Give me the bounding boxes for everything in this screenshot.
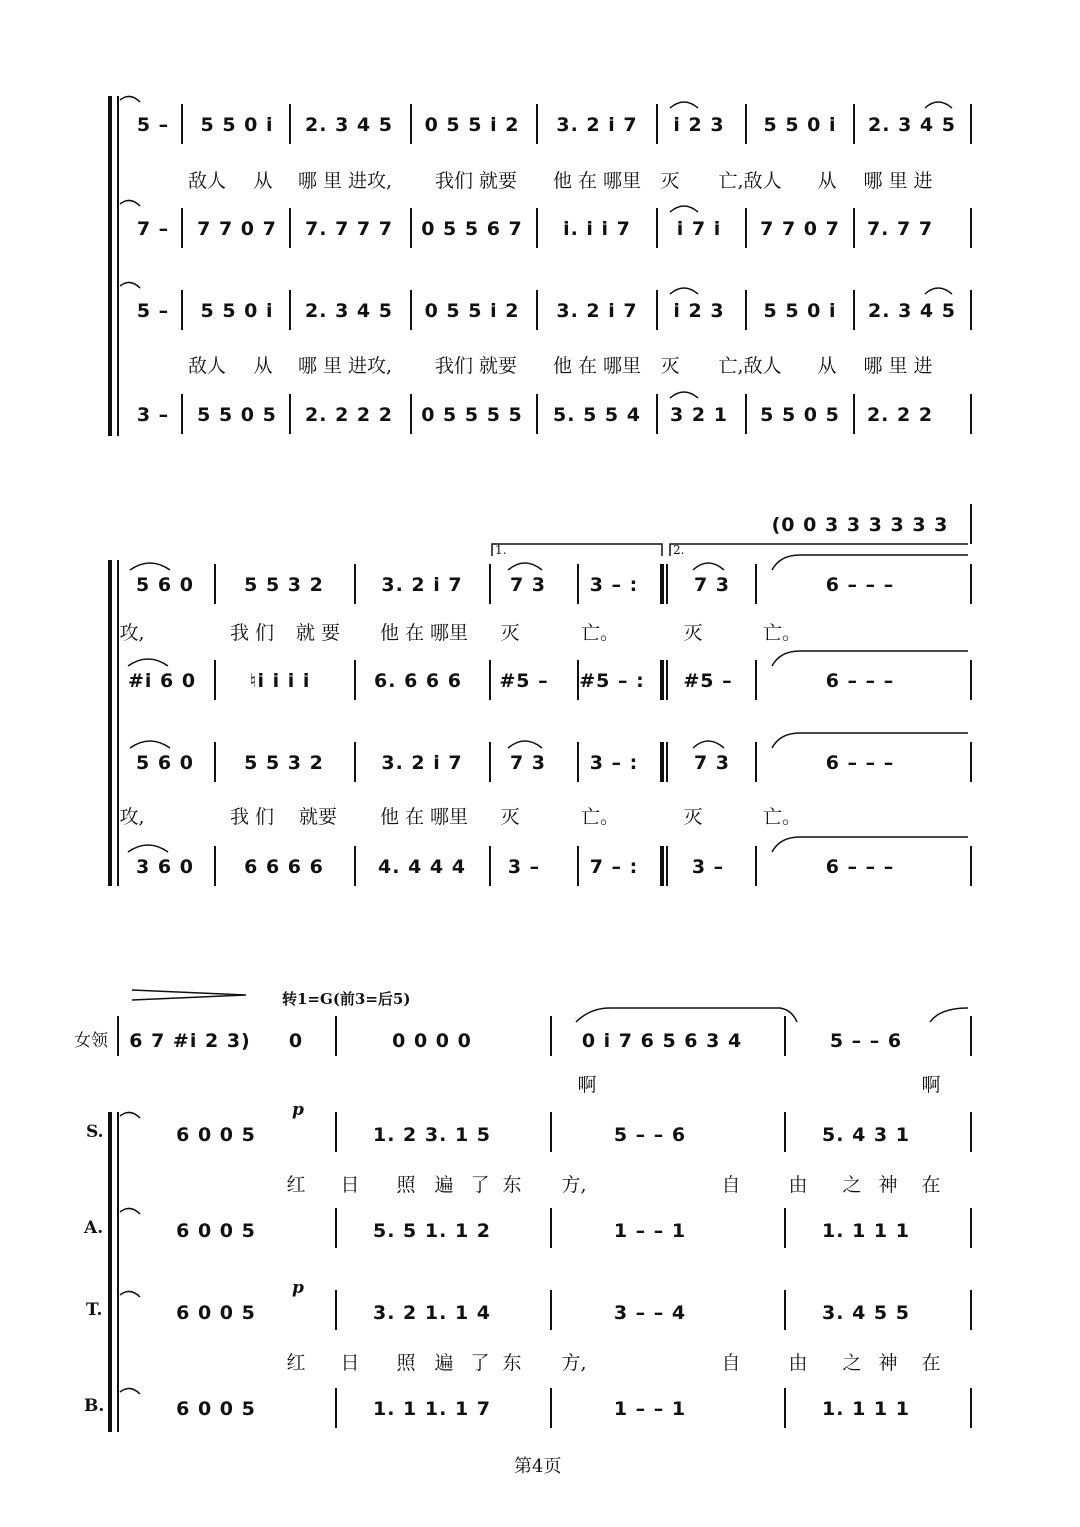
- note-group: 5 5 0 i: [763, 300, 837, 322]
- volta-1-bracket: [492, 544, 662, 556]
- note-group: 2. 3 4 5: [305, 300, 393, 322]
- lyric: 就 要: [295, 622, 341, 644]
- barline: [489, 564, 491, 604]
- lyric: 攻,: [119, 622, 145, 644]
- note-group: 3 – :: [589, 574, 639, 596]
- barline: [666, 742, 668, 782]
- lyric: 之: [842, 1174, 862, 1196]
- barline: [755, 564, 757, 604]
- note-group: 6 6 6 6: [244, 856, 324, 878]
- lyric: 从: [253, 170, 273, 192]
- note-group: 5 – – 6: [829, 1030, 903, 1052]
- lyric: 灭: [660, 355, 680, 377]
- barline: [550, 1388, 552, 1428]
- barline: [214, 564, 216, 604]
- note-group: 0 5 5 5 5: [421, 404, 523, 426]
- note-group: 5. 5 1. 1 2: [373, 1220, 491, 1242]
- lyric: 敌人: [187, 170, 227, 192]
- barline: [970, 1208, 972, 1248]
- lyric: 神: [878, 1174, 898, 1196]
- note-group: 5 5 0 5: [760, 404, 840, 426]
- lyric: 从: [817, 355, 837, 377]
- note-group: #5 –: [683, 670, 733, 692]
- alto-row: [0, 1214, 1080, 1248]
- soprano-lyrics: [0, 1166, 1080, 1196]
- system2-intro-row: [0, 508, 1080, 542]
- note-group: 7 3: [509, 574, 547, 596]
- note-group: i 2 3: [673, 300, 725, 322]
- note-group: 5 –: [136, 300, 170, 322]
- barline: [577, 742, 579, 782]
- lyric: 哪 里 进: [863, 170, 933, 192]
- lyric: 了: [470, 1174, 490, 1196]
- volta-1-label: 1.: [495, 543, 507, 557]
- lyric: 自: [721, 1174, 741, 1196]
- repeat-barline: [660, 742, 664, 782]
- barline: [784, 1290, 786, 1330]
- tie: [120, 200, 140, 206]
- note-group: 6 – – –: [825, 670, 895, 692]
- note-group: 2. 3 4 5: [868, 114, 956, 136]
- note-group: 6 0 0 5: [176, 1398, 256, 1420]
- part-label-soprano: S.: [86, 1122, 104, 1142]
- barline: [784, 1208, 786, 1248]
- lyric: 红: [286, 1174, 306, 1196]
- decrescendo-hairpin: [132, 990, 246, 1000]
- lyric: 灭: [683, 806, 703, 828]
- barline: [214, 660, 216, 700]
- tenor-lyrics: [0, 1344, 1080, 1374]
- lyric: 遍: [434, 1174, 454, 1196]
- note-group: i 2 3: [673, 114, 725, 136]
- note-group: 7 –: [136, 218, 170, 240]
- note-group: 7 3: [693, 752, 731, 774]
- system2-tenor-row: [0, 746, 1080, 780]
- barline: [214, 742, 216, 782]
- barline: [784, 1112, 786, 1152]
- slur: [670, 102, 698, 108]
- barline: [970, 1388, 972, 1428]
- note-group: 6 7 #i 2 3): [129, 1030, 251, 1052]
- volta-2-label: 2.: [673, 543, 685, 557]
- note-group: 7 7 0 7: [197, 218, 277, 240]
- lyric: 东: [502, 1352, 522, 1374]
- note-group: 1 – – 1: [613, 1220, 687, 1242]
- barline: [755, 660, 757, 700]
- note-group: 3 – – 4: [613, 1302, 687, 1324]
- note-group: 7 3: [509, 752, 547, 774]
- slur: [925, 102, 952, 108]
- lyric: 亡。: [580, 622, 620, 644]
- part-label-tenor: T.: [86, 1300, 103, 1320]
- barline: [577, 846, 579, 886]
- lyric: 攻,: [119, 806, 145, 828]
- barline: [335, 1208, 337, 1248]
- page-number: 第4页: [514, 1456, 562, 1477]
- slur: [670, 206, 698, 212]
- barline: [335, 1112, 337, 1152]
- note-group: 7. 7 7 7: [305, 218, 393, 240]
- barline: [335, 1388, 337, 1428]
- note-group: #5 –: [499, 670, 549, 692]
- volta-2-bracket: [670, 544, 968, 556]
- barline: [970, 564, 972, 604]
- barline: [550, 1016, 552, 1056]
- note-group: 3. 4 5 5: [822, 1302, 910, 1324]
- lyric: 自: [721, 1352, 741, 1374]
- barline: [354, 660, 356, 700]
- note-group: 0 i 7 6 5 6 3 4: [581, 1030, 743, 1052]
- barline: [970, 1016, 972, 1056]
- lyric: 他 在 哪里: [379, 806, 469, 828]
- barline: [214, 846, 216, 886]
- note-group: 3. 2 1. 1 4: [373, 1302, 491, 1324]
- note-group: 5 – – 6: [613, 1124, 687, 1146]
- barline: [489, 742, 491, 782]
- part-label-alto: A.: [84, 1218, 104, 1238]
- repeat-barline: [660, 846, 664, 886]
- note-group: 4. 4 4 4: [378, 856, 466, 878]
- repeat-barline: [660, 660, 664, 700]
- note-group: 5 6 0: [136, 574, 194, 596]
- lyric: 亡,敌人: [718, 355, 782, 377]
- barline: [489, 846, 491, 886]
- lyric: 东: [502, 1174, 522, 1196]
- note-group: i 7 i: [676, 218, 722, 240]
- lyric: 亡,敌人: [718, 170, 782, 192]
- lyric: 灭: [500, 622, 520, 644]
- lyric: 他 在 哪里: [552, 170, 642, 192]
- note-group: 7 3: [693, 574, 731, 596]
- lyric: 他 在 哪里: [379, 622, 469, 644]
- system2-alto-row: [0, 664, 1080, 698]
- note-group: 1. 1 1 1: [822, 1220, 910, 1242]
- lyric: 红: [286, 1352, 306, 1374]
- note-group: 1. 1 1. 1 7: [373, 1398, 491, 1420]
- key-change-label: 转1=G(前3=后5): [282, 990, 411, 1008]
- slur: [930, 1008, 968, 1022]
- barline: [970, 1290, 972, 1330]
- system2-lyrics-1: [0, 614, 1080, 644]
- system2-bass-row: [0, 850, 1080, 884]
- lyric: 照: [396, 1174, 416, 1196]
- lyric: 就要: [298, 806, 338, 828]
- note-group: 3. 2 i 7: [381, 752, 463, 774]
- note-group: 0: [288, 1030, 304, 1052]
- soprano-row: [0, 1118, 1080, 1152]
- lyric: 我们 就要: [434, 355, 518, 377]
- slur: [670, 392, 698, 398]
- lyric: 神: [878, 1352, 898, 1374]
- note-group: 6 0 0 5: [176, 1302, 256, 1324]
- note-group: #5 – :: [579, 670, 645, 692]
- note-group: 7 7 0 7: [760, 218, 840, 240]
- note-group: 5 5 3 2: [244, 752, 324, 774]
- lyric: 哪 里 进攻,: [297, 355, 393, 377]
- solo-lyrics: [0, 1066, 1080, 1096]
- system3-barline-start: [117, 1112, 119, 1432]
- lyric: 遍: [434, 1352, 454, 1374]
- lyric: 灭: [683, 622, 703, 644]
- dynamic-piano-tenor: p: [292, 1278, 304, 1298]
- lyric: 亡。: [762, 806, 802, 828]
- barline: [489, 660, 491, 700]
- barline: [784, 1016, 786, 1056]
- note-group: 3 –: [136, 404, 170, 426]
- lyric: 敌人: [187, 355, 227, 377]
- lyric: 啊: [577, 1074, 597, 1096]
- solo-row: [0, 1024, 1080, 1058]
- lyric: 哪 里 进攻,: [297, 170, 393, 192]
- lyric: 亡。: [762, 622, 802, 644]
- note-group: 7. 7 7: [866, 218, 934, 240]
- long-slur: [576, 1008, 797, 1022]
- note-group: 5 6 0: [136, 752, 194, 774]
- note-group: 0 5 5 i 2: [424, 114, 520, 136]
- note-group: 0 0 0 0: [392, 1030, 472, 1052]
- system2-bracket: [108, 560, 112, 886]
- note-group: 1 – – 1: [613, 1398, 687, 1420]
- lyric: 在: [921, 1174, 941, 1196]
- barline: [577, 660, 579, 700]
- barline: [550, 1112, 552, 1152]
- note-group: 5 5 0 i: [200, 114, 274, 136]
- barline: [335, 1016, 337, 1056]
- note-group: i. i i 7: [563, 218, 631, 240]
- lyric: 了: [470, 1352, 490, 1374]
- lyric: 亡。: [580, 806, 620, 828]
- note-group: 6 – – –: [825, 574, 895, 596]
- note-group: ♮i i i i: [249, 670, 311, 692]
- note-group: 7 – :: [589, 856, 639, 878]
- note-group: 0 5 5 i 2: [424, 300, 520, 322]
- note-group: 1. 2 3. 1 5: [373, 1124, 491, 1146]
- barline: [354, 742, 356, 782]
- barline: [335, 1290, 337, 1330]
- part-label-bass: B.: [84, 1396, 105, 1416]
- lyric: 我 们: [229, 622, 275, 644]
- note-group: 5 5 0 i: [763, 114, 837, 136]
- dynamic-piano-soprano: p: [292, 1100, 304, 1120]
- barline: [970, 846, 972, 886]
- lyric: 啊: [921, 1074, 941, 1096]
- tie: [120, 282, 140, 288]
- lyric: 我们 就要: [434, 170, 518, 192]
- intro-notes: (0 0 3 3 3 3 3 3: [771, 514, 949, 536]
- barline: [577, 564, 579, 604]
- lyric: 之: [842, 1352, 862, 1374]
- barline: [550, 1290, 552, 1330]
- barline: [550, 1208, 552, 1248]
- note-group: 3 – :: [589, 752, 639, 774]
- lyric: 在: [921, 1352, 941, 1374]
- note-group: 3 –: [691, 856, 725, 878]
- slur: [670, 288, 698, 294]
- note-group: 3. 2 i 7: [556, 300, 638, 322]
- note-group: 6 0 0 5: [176, 1220, 256, 1242]
- barline: [970, 504, 972, 544]
- note-group: 5 5 3 2: [244, 574, 324, 596]
- barline: [755, 846, 757, 886]
- slur: [925, 288, 952, 294]
- note-group: 5. 5 5 4: [553, 404, 641, 426]
- tenor-row: [0, 1296, 1080, 1330]
- repeat-barline: [660, 564, 664, 604]
- lyric: 方,: [561, 1352, 587, 1374]
- note-group: 6. 6 6 6: [374, 670, 462, 692]
- note-group: 5. 4 3 1: [822, 1124, 910, 1146]
- lyric: 灭: [660, 170, 680, 192]
- note-group: 5 5 0 i: [200, 300, 274, 322]
- note-group: 0 5 5 6 7: [421, 218, 523, 240]
- note-group: 2. 3 4 5: [305, 114, 393, 136]
- barline: [354, 846, 356, 886]
- note-group: 1. 1 1 1: [822, 1398, 910, 1420]
- bass-row: [0, 1392, 1080, 1426]
- system2-barline-start: [117, 560, 119, 886]
- lyric: 我 们: [229, 806, 275, 828]
- system3-bracket: [108, 1112, 112, 1432]
- lyric: 照: [396, 1352, 416, 1374]
- lyric: 灭: [500, 806, 520, 828]
- lyric: 哪 里 进: [863, 355, 933, 377]
- note-group: 3. 2 i 7: [381, 574, 463, 596]
- barline: [970, 660, 972, 700]
- barline: [755, 742, 757, 782]
- barline: [354, 564, 356, 604]
- note-group: 6 – – –: [825, 752, 895, 774]
- lyric: 他 在 哪里: [552, 355, 642, 377]
- lyric: 日: [340, 1352, 360, 1374]
- barline: [666, 564, 668, 604]
- note-group: 3. 2 i 7: [556, 114, 638, 136]
- lyric: 从: [817, 170, 837, 192]
- note-group: 6 0 0 5: [176, 1124, 256, 1146]
- note-group: 2. 2 2: [866, 404, 934, 426]
- barline: [666, 846, 668, 886]
- note-group: 3 –: [507, 856, 541, 878]
- lyric: 方,: [561, 1174, 587, 1196]
- system2-soprano-row: [0, 568, 1080, 602]
- note-group: 3 2 1: [670, 404, 728, 426]
- lyric: 由: [788, 1352, 808, 1374]
- note-group: 6 – – –: [825, 856, 895, 878]
- barline: [784, 1388, 786, 1428]
- barline: [970, 1112, 972, 1152]
- tie: [120, 96, 140, 102]
- lyric: 从: [253, 355, 273, 377]
- solo-label: 女领: [74, 1031, 108, 1051]
- barline: [666, 660, 668, 700]
- lyric: 日: [340, 1174, 360, 1196]
- note-group: 5 5 0 5: [197, 404, 277, 426]
- note-group: 2. 2 2 2: [305, 404, 393, 426]
- system2-lyrics-2: [0, 798, 1080, 828]
- note-group: 2. 3 4 5: [868, 300, 956, 322]
- lyric: 由: [788, 1174, 808, 1196]
- note-group: 5 –: [136, 114, 170, 136]
- note-group: 3 6 0: [136, 856, 194, 878]
- note-group: #i 6 0: [127, 670, 197, 692]
- barline: [970, 742, 972, 782]
